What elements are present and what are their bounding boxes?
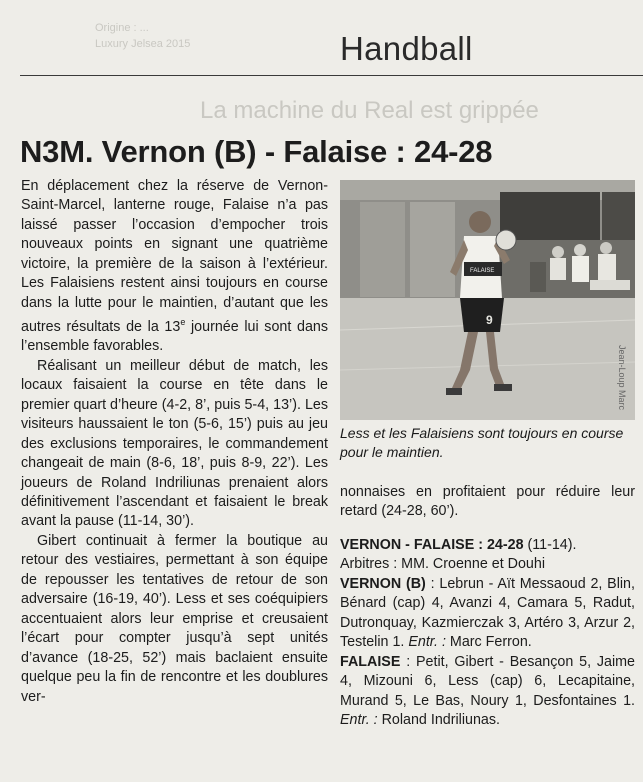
handball-player-photo <box>340 180 635 420</box>
ghost-text-top-left-1: Origine : ... <box>95 22 149 34</box>
article-column-right <box>340 483 635 730</box>
article-headline: N3M. Vernon (B) - Falaise : 24-28 <box>20 134 493 169</box>
ghost-text-top-left-2: Luxury Jelsea 2015 <box>95 38 191 50</box>
article-paragraph-4: nonnaises en profitaient pour réduire leur retard (24-28, 60’). <box>340 484 635 520</box>
score-line: VERNON - FALAISE : 24-28 (11-14). <box>340 536 577 553</box>
jersey-number: 9 <box>486 313 493 327</box>
section-title: Handball <box>340 30 473 67</box>
section-rule <box>20 75 643 76</box>
referees-line: Arbitres : MM. Croenne et Douhi <box>340 556 546 573</box>
photo-credit: Jean-Loup Marc <box>617 345 627 411</box>
article-paragraph-3: Gibert continuait à fermer la boutique au retour des vestiaires, permettant à son équipe de repousser les tentatives de retour de son adversaire (16-19, 40’). Less et ses coéquipiers accentuaient alors leur emprise et creusaient l’écart pour compter jusqu’à sept unités d’avance (18-25, 52’) mais baclaient ensuite quelque peu la fin de rencontre et les doublures ver- <box>21 532 328 705</box>
ghost-headline: La machine du Real est grippée <box>200 97 539 124</box>
article-column-left <box>21 177 328 707</box>
article-paragraph-1: En déplacement chez la réserve de Vernon-Saint-Marcel, lanterne rouge, Falaise n’a pas laissé passer l’occasion d’empocher trois nouveaux points en signant une quatrième victoire, la première de la saison à l’extérieur. Les Falaisiens restent ainsi toujours en course dans la lutte pour le maintien, d’autant que les autres résultats de la 13e journée lui sont dans l’ensemble favorables. <box>21 178 328 355</box>
jersey-sponsor: FALAISE <box>470 268 495 274</box>
article-paragraph-2: Réalisant un meilleur début de match, les locaux faisaient la course en tête dans le premier quart d’heure (4-2, 8’, puis 5-4, 13’). Les visiteurs haussaient le ton (5-6, 15’) puis au jeu des exclusions temporaires, le commandement changeait de main (8-6, 18’, puis 8-9, 22’). Les joueurs de Roland Indriliunas prenaient alors définitivement l’ascendant et faisaient le break avant la pause (11-14, 30’). <box>21 357 328 530</box>
vernon-lineup: VERNON (B) : Lebrun - Aït Messaoud 2, Blin, Bénard (cap) 4, Avanzi 4, Camara 5, Radut, Dutronquay, Kazmierczak 3, Artéro 3, Arzur 2, Testelin 1. Entr. : Marc Ferron. <box>340 575 635 651</box>
photo-caption: Less et les Falaisiens sont toujours en course pour le maintien. <box>340 425 624 460</box>
article-photo <box>340 180 635 420</box>
falaise-lineup: FALAISE : Petit, Gibert - Besançon 5, Jaime 4, Mizouni 6, Less (cap) 6, Lecapitaine, Murand 5, Le Bas, Noury 1, Desfontaines 1. Entr. : Roland Indriliunas. <box>340 653 635 728</box>
